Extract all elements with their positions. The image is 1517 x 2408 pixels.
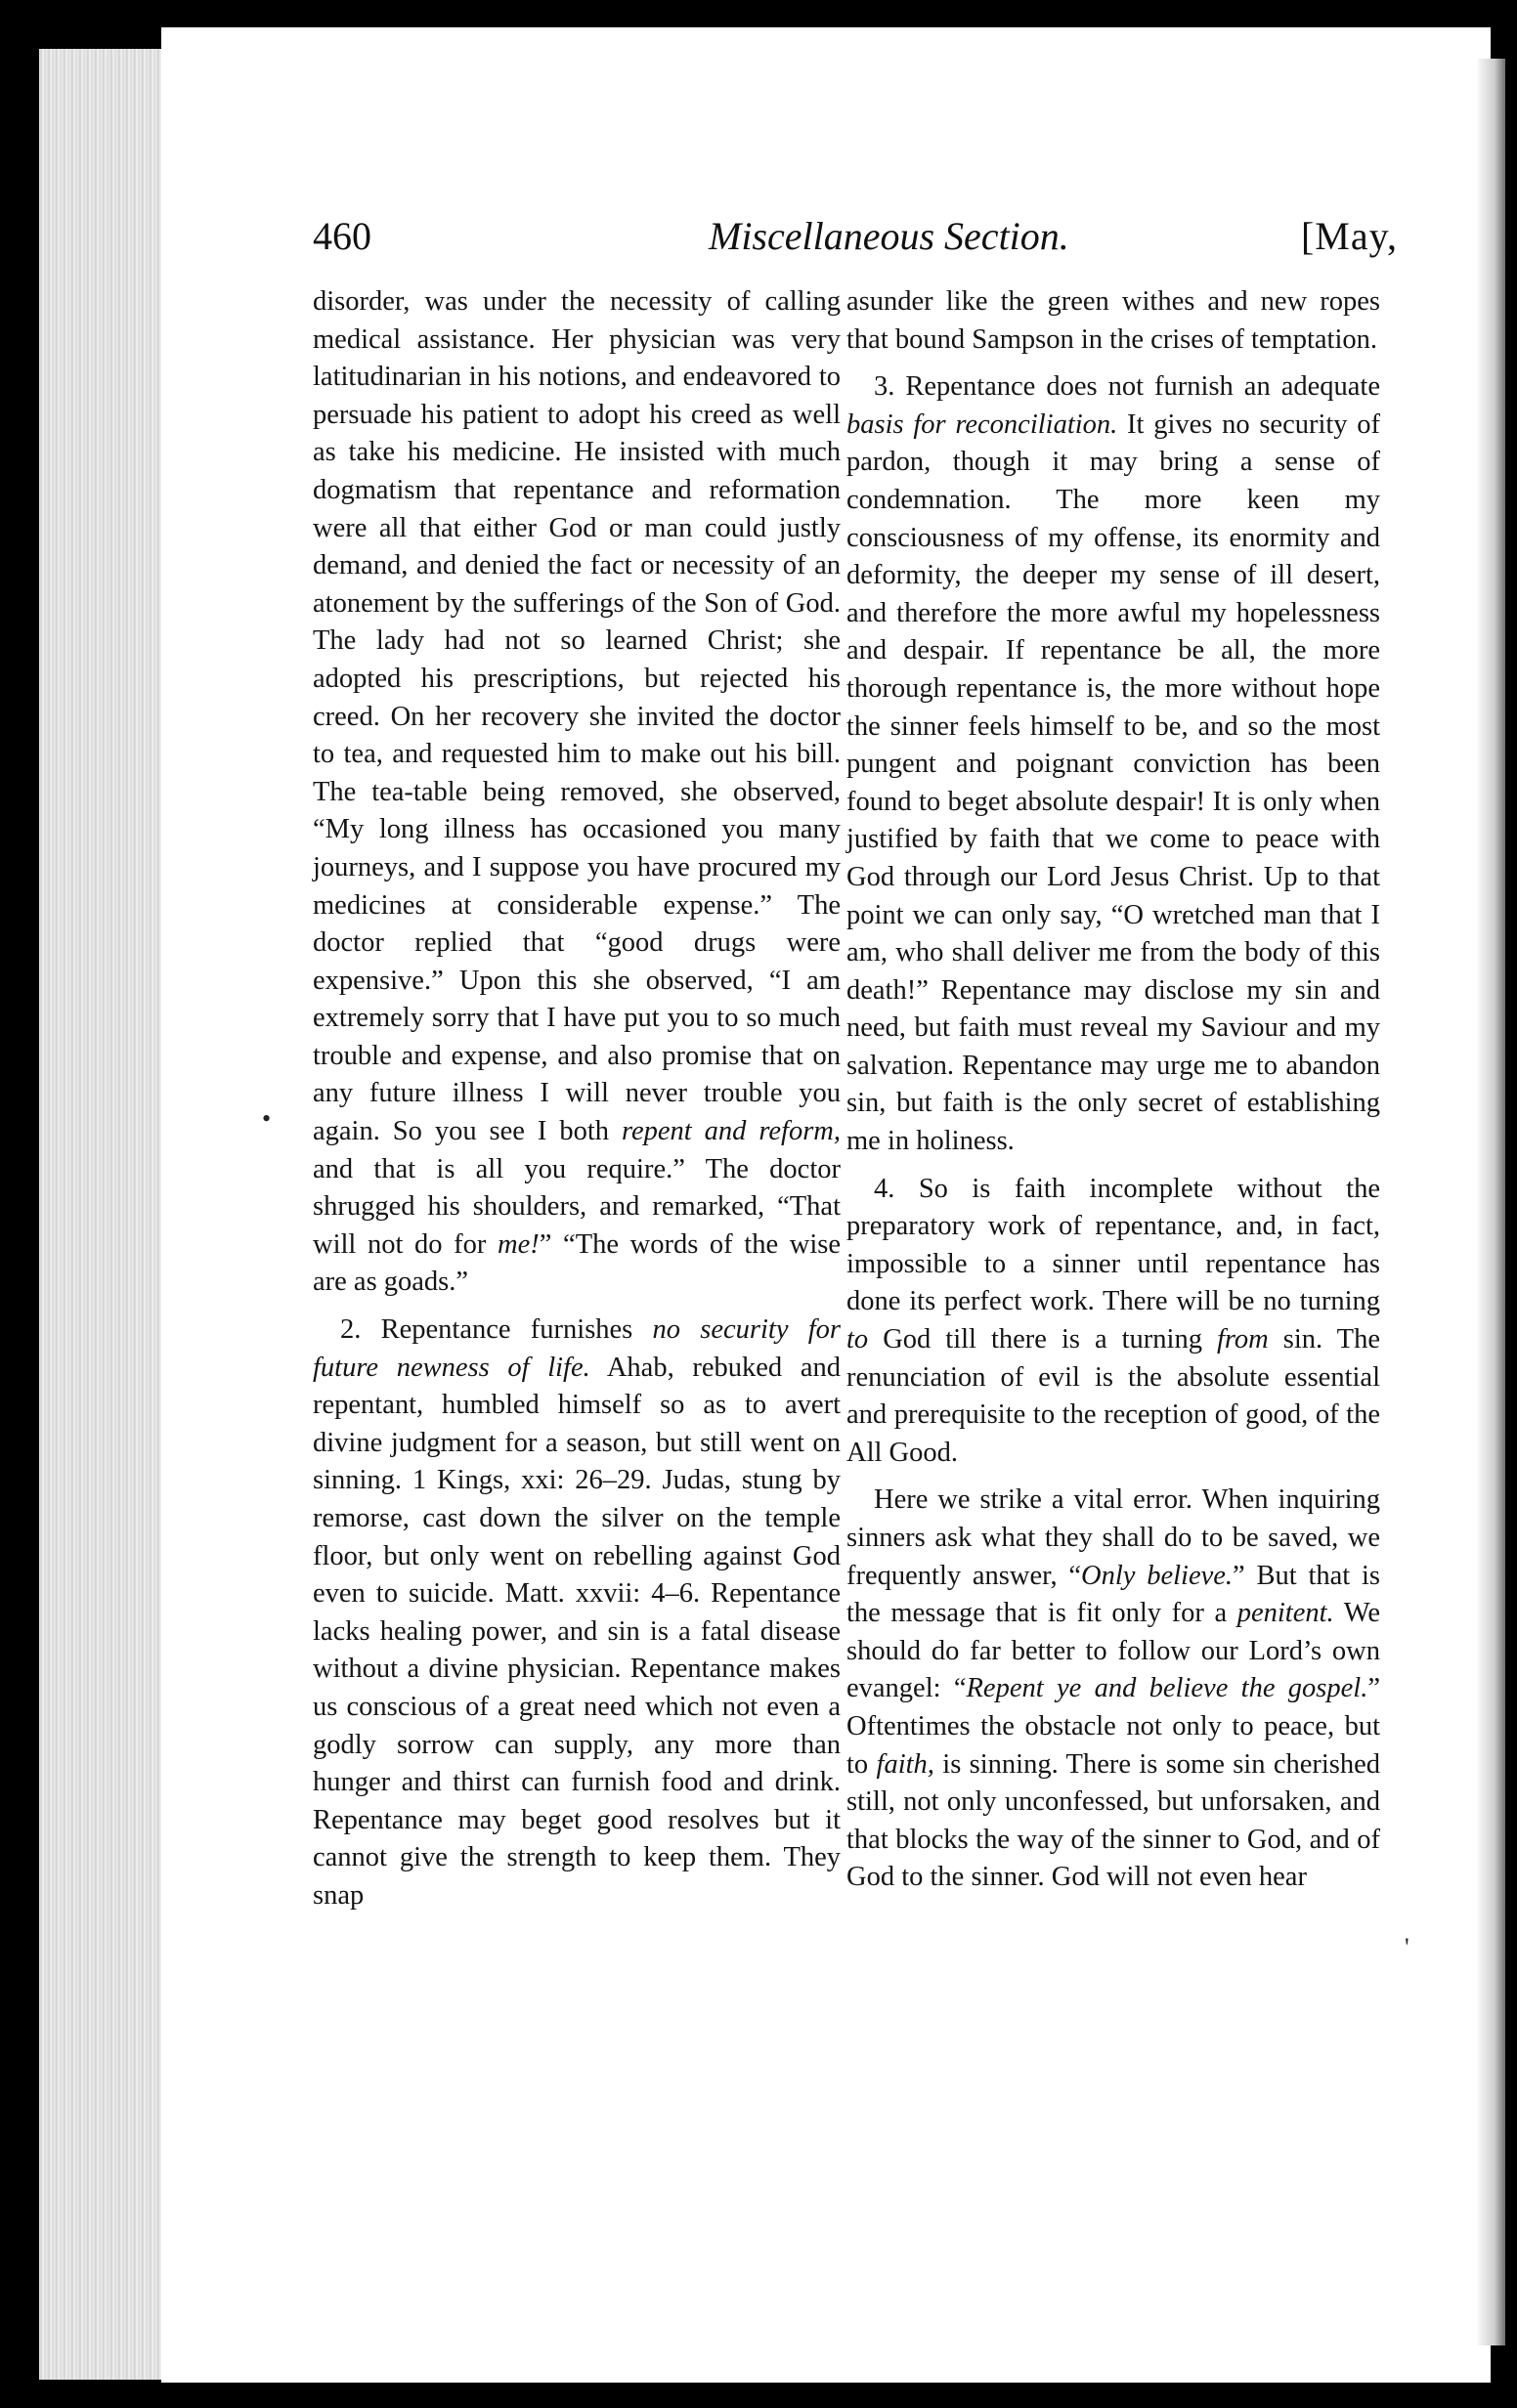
margin-mark-left: • — [262, 1104, 272, 1133]
paragraph-point-3 — [846, 368, 1380, 1160]
running-title: Miscellaneous Section. — [709, 214, 1069, 258]
left-column — [313, 283, 841, 1915]
text-run: 3. Repentance does not furnish an adequate — [874, 371, 1380, 403]
text-run: 4. So is faith incomplete without the preparatory work of repentance, and, in fact, impossible to a sinner until repentance has done its perfect work. There will be no turning — [846, 1173, 1380, 1317]
text-run: Ahab, rebuked and repentant, humbled himself so as to avert divine judgment for a season, but still went on sinning. 1 Kings, xxi: 26–29. Judas, stung by remorse, cast down the silver on the temple floor, but only went on rebelling against God even to suicide. Matt. xxvii: 4–6. Repentance lacks healing power, and sin is a fatal disease without a divine physician. Repentance makes us conscious of a great need which not even a godly sorrow can supply, any more than hunger and thirst can furnish food and drink. Repentance may beget good resolves but it cannot give the strength to keep them. They snap — [313, 1352, 841, 1911]
paragraph-physician-anecdote — [313, 283, 841, 1302]
right-column — [846, 283, 1380, 1897]
text-run: ” But that is the message that is fit only for a — [846, 1560, 1380, 1629]
text-run: Here we strike a vital error. When inquiring sinners ask what they shall do to be saved, we frequently answer, “ — [846, 1484, 1380, 1591]
text-run: is sinning. There is some sin cherished still, not only unconfessed, but unforsaken, and that blocks the way of the sinner to God, and of God to the sinner. God will not even hear — [846, 1748, 1381, 1893]
page-stack-edge — [39, 49, 166, 2380]
paragraph-point-4 — [846, 1171, 1380, 1473]
text-run: ” “The words of the wise are as goads.” — [313, 1228, 841, 1298]
emphasis-run: faith, — [876, 1748, 934, 1780]
text-run: God till there is a turning — [883, 1324, 1202, 1355]
page-header — [313, 213, 1398, 272]
emphasis-run: basis for reconciliation. — [846, 408, 1118, 440]
paragraph-vital-error — [846, 1482, 1380, 1897]
emphasis-run: penitent. — [1236, 1598, 1334, 1629]
text-run: disorder, was under the necessity of calling medical assistance. Her physician was very latitudinarian in his notions, and endeavored to persuade his patient to adopt his creed as well as take his medicine. He insisted with much dogmatism that repentance and reformation were all that either God or man could justly demand, and denied the fact or necessity of an atonement by the sufferings of the Son of God. The lady had not so learned Christ; she adopted his prescriptions, but rejected his creed. On her recovery she invited the doctor to tea, and requested him to make out his bill. The tea-table being removed, she observed, “My long illness has occasioned you many journeys, and I suppose you have procured my medicines at considerable expense.” The doctor replied that “good drugs were expensive.” Upon this she observed, “I am extremely sorry that I have put you to so much trouble and expense, and also promise that on any future illness I will never trouble you again. So you see I both — [313, 286, 841, 1147]
page-gutter-shadow — [1478, 59, 1505, 2345]
emphasis-run: me! — [498, 1228, 540, 1260]
paragraph-point-2 — [313, 1312, 841, 1915]
paragraph-continuation — [846, 283, 1380, 359]
text-run: 2. Repentance furnishes — [340, 1314, 633, 1346]
text-run: asunder like the green withes and new ropes that bound Sampson in the crises of temptation. — [846, 286, 1380, 355]
running-date: [May, — [1300, 214, 1398, 258]
text-run: It gives no security of pardon, though it may bring a sense of condemnation. The more keen my consciousness of my offense, its enormity and deformity, the deeper my sense of ill desert, and therefore the more awful my hopelessness and despair. If repentance be all, the more thorough repentance is, the more without hope the sinner feels himself to be, and so the most pungent and poignant conviction has been found to beget absolute despair! It is only when justified by faith that we come to peace with God through our Lord Jesus Christ. Up to that point we can only say, “O wretched man that I am, who shall deliver me from the body of this death!” Repentance may disclose my sin and need, but faith must reveal my Saviour and my salvation. Repentance may urge me to abandon sin, but faith is the only secret of establishing me in holiness. — [846, 408, 1381, 1157]
emphasis-run: Repent ye and believe the gospel. — [966, 1673, 1368, 1704]
margin-mark-right: ' — [1405, 1933, 1409, 1961]
text-run: ” Oftentimes the obstacle not only to peace, but to — [846, 1673, 1380, 1780]
emphasis-run: Only believe. — [1081, 1560, 1234, 1591]
page-number: 460 — [313, 214, 371, 258]
emphasis-run: from — [1216, 1324, 1269, 1355]
text-run: and that is all you require.” The doctor shrugged his shoulders, and remarked, “That will not do for — [313, 1153, 841, 1260]
text-run: We should do far better to follow our Lord’s own evangel: “ — [846, 1598, 1380, 1704]
emphasis-run: no security for future newness of life. — [313, 1314, 841, 1383]
emphasis-run: to — [846, 1324, 869, 1355]
text-run: sin. The renunciation of evil is the absolute essential and prerequisite to the reception of good, of the All Good. — [846, 1324, 1380, 1468]
emphasis-run: repent and reform, — [621, 1116, 842, 1147]
